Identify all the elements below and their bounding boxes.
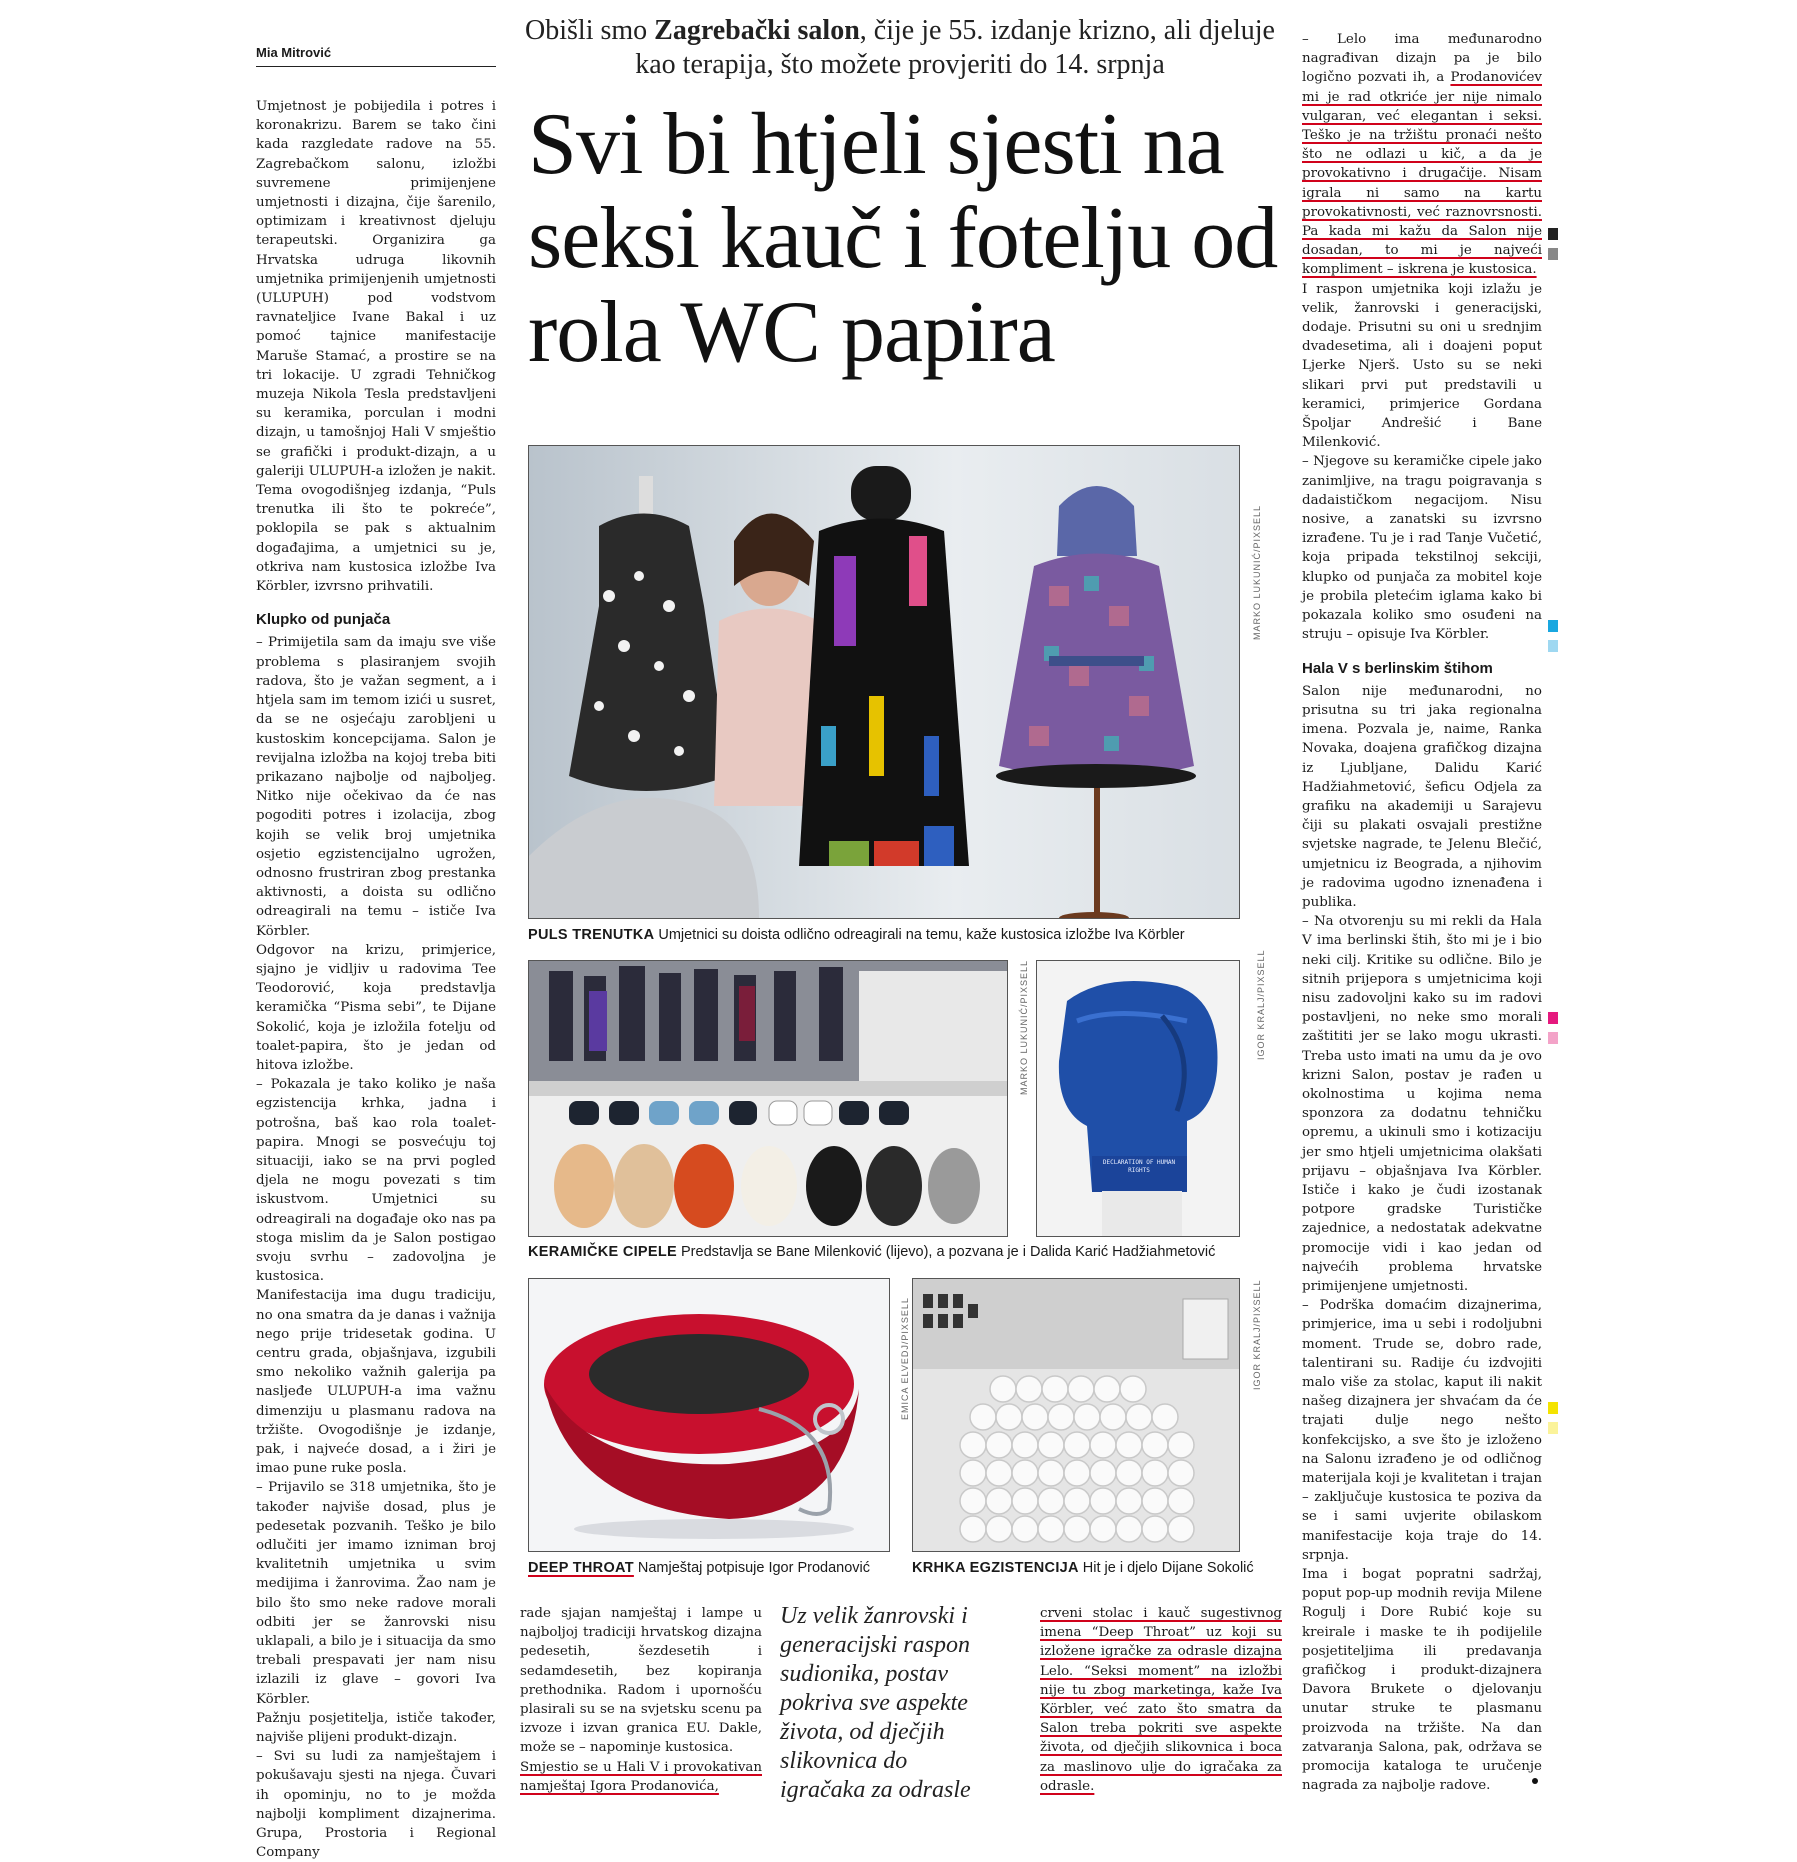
- glove-photo: [1036, 960, 1240, 1237]
- column-1: [256, 97, 496, 1862]
- caption-label: KERAMIČKE CIPELE: [528, 1244, 678, 1260]
- standfirst-text: , čije je 55. izdanje krizno, ali djeluje kao terapija, što možete provjeriti do 14. srpnja: [635, 15, 1275, 80]
- col4-paragraph: – Njegove su keramičke cipele jako zanimljive, na tragu poigravanja s dadaističkom negacijom. Nisu nosive, a zanatski su izvrsno izrađene. Tu je i rad Tanje Vučetić, koja pripada tekstilnoj sekciji, klupko od punjača za mobitel koje je probila pletećim iglama kako bi pokazala koliko smo osuđeni na struju – opisuje Iva Körbler.: [1302, 454, 1542, 643]
- col1-paragraph: – Prijavilo se 318 umjetnika, što je također najviše dosad, plus je pedesetak pozvanih. Teško je bilo odlučiti jer imamo izniman broj kvalitetnih umjetnika u svim medijima i žanrovima. Žao nam je bilo što smo neke radove morali odbiti jer se žanrovski nisu uklapali, a bilo je i situacija da smo trebali prespavati jer nam nisu izlazili iz glave – govori Iva Körbler.: [256, 1480, 496, 1707]
- col4-text: – Lelo ima međunarodno nagrađivan dizajn pa je bilo logično pozvati ih, a: [1302, 32, 1542, 86]
- print-swatch: [1548, 620, 1558, 632]
- col4-paragraph: – Podrška domaćim dizajnerima, primjerice, ima u sebi i rodoljubni moment. Trude se, dobro rade, talentirani su. Radije ću izdvojiti malo više za stolac, kaput ili nakit našeg dizajnera jer shvaćam da će trajati dulje nego nešto konfekcijsko, a sve što je izloženo na Salonu izrađeno je od odličnog materijala koji je kvalitetan i trajan – zaključuje kustosica te poziva da se i sami uvjerite obilaskom manifestacije koja traje do 14. srpnja.: [1302, 1298, 1542, 1563]
- headline: Svi bi htjeli sjesti na seksi kauč i fotelju od rola WC papira: [528, 96, 1278, 381]
- col4-paragraph: – Na otvorenju su mi rekli da Hala V ima berlinski štih, što mi je i bio neki cilj. Kritike su odlične. Bilo je sitnih prijepora s umjetnicima koji nisu zadovoljni kako su im radovi postavljeni, no neke smo morali zaštititi jer se lako mogu ukrasti. Treba usto imati na umu da je ovo krizni Salon, postav je rađen u okolnostima u kojima nema sponzora za dodatnu tehničku opremu, a ukinuli smo i kotizaciju jer smo htjeli umjetnicima olakšati prijavu – objašnjava Iva Körbler. Ističe i kako je čudi izostanak potpore gradske Turističke zajednice, a nedostatak adekvatne promocije vidi i kao jedan od najvećih problema hrvatske primijenjene umjetnosti.: [1302, 914, 1542, 1294]
- caption-label: PULS TRENUTKA: [528, 927, 655, 943]
- col2-underlined-paragraph: Smjestio se u Hali V i provokativan namještaj Igora Prodanovića,: [520, 1759, 762, 1794]
- caption-text: Umjetnici su doista odlično odreagirali na temu, kaže kustosica izložbe Iva Körbler: [658, 927, 1185, 943]
- print-swatch: [1548, 1402, 1558, 1414]
- col4-paragraph: [1302, 30, 1542, 280]
- fashion-exhibit-illustration: [529, 446, 1239, 918]
- standfirst: [520, 14, 1280, 82]
- caption-text: Predstavlja se Bane Milenković (lijevo), a pozvana je i Dalida Karić Hadžiahmetović: [681, 1244, 1216, 1260]
- shoes-photo: [528, 960, 1008, 1237]
- print-swatch: [1548, 1012, 1558, 1024]
- col4-paragraph: Salon nije međunarodni, no prisutna su tri jaka regionalna imena. Pozvala je, naime, Ranka Novaka, doajena grafičkog dizajna iz Ljubljane, Dalidu Karić Hadžiahmetović, šeficu Odjela za grafiku na akademiji u Sarajevu čiji su plakati osvajali prestižne svjetske nagrade, te Jelenu Blečić, umjetnicu iz Beograda, a njihovim je radovima ugodno iznenađena i publika.: [1302, 683, 1542, 910]
- chair-photo-credit: EMICA ELVEDJ/PIXSELL: [900, 1297, 910, 1420]
- col1-paragraph: – Primijetila sam da imaju sve više problema s plasiranjem svojih radova, što je važan segment, a i htjela sam im temom izići u susret, da se ne osjećaju zarobljeni u kustoskim koncepcijama. Salon je revijalna izložba na kojoj treba biti prikazano najbolje od najboljeg. Nitko nije očekivao da će nas pogoditi potres i izolacija, zbog kojih se velik broj umjetnika osjetio egzistencijalno ugrožen, odnosno frustriran zbog prestanka aktivnosti, a doista su odlično odreagirali na temu – ističe Iva Körbler.: [256, 635, 496, 939]
- toilet-paper-armchair-illustration: [913, 1279, 1239, 1551]
- print-swatch: [1548, 1032, 1558, 1044]
- standfirst-bold: Zagrebački salon: [654, 15, 860, 46]
- col4-paragraph: I raspon umjetnika koji izlažu je velik, žanrovski i generacijski, dodaje. Prisutni su oni u srednjim dvadesetima, ali i doajeni poput Ljerke Njerš. Usto su se neki slikari prvi put predstavili u keramici, primjerice Gordana Špoljar Andrešić i Bane Milenković.: [1302, 281, 1542, 451]
- main-photo-caption: [528, 927, 1185, 943]
- boxing-glove-illustration: [1037, 961, 1239, 1236]
- byline: Mia Mitrović: [256, 45, 332, 60]
- standfirst-text: Obišli smo: [525, 15, 655, 46]
- column-2: [520, 1604, 762, 1796]
- pull-quote: Uz velik žanrovski i generacijski raspon sudionika, postav pokriva sve aspekte života, od dječjih slikovnica do igračaka za odrasle: [780, 1603, 971, 1803]
- main-photo: [528, 445, 1240, 919]
- col1-paragraph: Umjetnost je pobijedila i potres i koronakrizu. Barem se tako čini kada razgledate radove na 55. Zagrebačkom salonu, izložbi suvremene primijenjene umjetnosti i dizajna, čije šarenilo, optimizam i kreativnost djeluju terapeutski. Organizira ga Hrvatska udruga likovnih umjetnika primijenjenih umjetnosti (ULUPUH) pod vodstvom ravnateljice Ivane Bakal i uz pomoć tajnice manifestacije Maruše Stamać, a prostire se na tri lokacije. U zgradi Tehničkog muzeja Nikola Tesla predstavljeni su keramika, porculan i modni dizajn, u tamošnjoj Hali V smještio se grafički i produkt-dizajn, a u galeriji ULUPUH-a izložen je nakit. Tema ovogodišnjeg izdanja, “Puls trenutka ili što te pokreće”, poklopila se pak s aktualnim događajima, a umjetnici su je, otkriva nam kustosica izložbe Iva Körbler, izvrsno prihvatili.: [256, 99, 496, 595]
- col1-paragraph: – Pokazala je tako koliko je naša egzistencija krhka, jadna i potrošna, baš kao rola toalet-papira. Mnogi se posvećuju toj situaciji, iako se na prvi pogled djela ne mogu povezati s tim iskustvom. Umjetnici su odreagirali na događaje oko nas pa stoga mislim da je Salon postigao svoju svrhu – zadovoljna je kustosica.: [256, 1077, 496, 1285]
- glove-inscription: DECLARATION OF HUMAN RIGHTS: [1102, 1159, 1176, 1174]
- shoes-photo-credit: MARKO LUKUNIĆ/PIXSELL: [1019, 959, 1029, 1095]
- caption-label: KRHKA EGZISTENCIJA: [912, 1560, 1079, 1576]
- col4-paragraph: Ima i bogat popratni sadržaj, poput pop-up modnih revija Milene Rogulj i Dore Rubić koje su kreirale i maske te ih podijelile posjetiteljima ili predavanja grafičkog i produkt-dizajnera Davora Brukete o djelovanju unutar struke te plasmanu proizvoda na tržište. Na dan zatvaranja Salona, pak, održava se promocija kataloga te uručenje nagrada za najbolje radove.: [1302, 1567, 1542, 1794]
- column-3: [1040, 1604, 1282, 1796]
- caption-text: Hit je i djelo Dijane Sokolić: [1082, 1560, 1254, 1576]
- end-mark: [1532, 1778, 1538, 1784]
- main-photo-credit: MARKO LUKUNIĆ/PIXSELL: [1252, 504, 1262, 640]
- ceramic-shoes-illustration: [529, 961, 1007, 1236]
- col1-paragraph: Odgovor na krizu, primjerice, sjajno je vidljiv u radovima Tee Teodorović, koja predstavlja keramička “Pisma sebi”, te Dijane Sokolić, koja je izložila fotelju od toalet-papira, što je jedan od hitova izložbe.: [256, 942, 496, 1073]
- col4-underlined-text: Prodanovićev mi je rad otkriće jer nije nimalo vulgaran, već elegantan i seksi. Teško je na tržištu pronaći nešto što ne odlazi u kič, a da je provokativno i drugačije. Nisam igrala ni samo na kartu provokativnosti, već raznovrsnosti. Pa kada mi kažu da Salon nije dosadan, to mi je najveći kompliment – iskrena je kustosica.: [1302, 70, 1542, 278]
- shoes-photo-caption: [528, 1244, 1215, 1260]
- column-4: [1302, 30, 1542, 1795]
- print-swatch: [1548, 228, 1558, 240]
- col2-paragraph: rade sjajan namještaj i lampe u najboljoj tradiciji hrvatskog dizajna pedesetih, šezdesetih i sedamdesetih, bez kopiranja prethodnika. Radom i upornošću plasirali su se na svjetsku scenu pa izvoze i izvan granica EU. Dakle, može se – napominje kustosica.: [520, 1606, 762, 1756]
- caption-text: Namještaj potpisuje Igor Prodanović: [637, 1560, 871, 1576]
- col1-paragraph: Pažnju posjetitelja, ističe također, najviše plijeni produkt-dizajn.: [256, 1710, 496, 1746]
- print-swatch: [1548, 640, 1558, 652]
- paper-chair-photo-credit: IGOR KRALJ/PIXSELL: [1252, 1279, 1262, 1390]
- print-swatch: [1548, 248, 1558, 260]
- col3-underlined-paragraph: crveni stolac i kauč sugestivnog imena “Deep Throat” uz koji su izložene igračke za odrasle dizajna Lelo. “Seksi moment” na izložbi nije tu zbog marketinga, kaže Iva Körbler, već zato što smatra da Salon treba pokriti sve aspekte života, od dječjih slikovnica i boca za maslinovo ulje do igračaka za odrasle.: [1040, 1606, 1282, 1794]
- chair-photo: [528, 1278, 890, 1552]
- print-swatch: [1548, 1422, 1558, 1434]
- paper-chair-photo-caption: [912, 1560, 1254, 1576]
- subheading-hala-v: Hala V s berlinskim štihom: [1302, 659, 1493, 677]
- paper-chair-photo: [912, 1278, 1240, 1552]
- glove-photo-credit: IGOR KRALJ/PIXSELL: [1256, 949, 1266, 1060]
- caption-label: DEEP THROAT: [528, 1560, 634, 1576]
- chair-photo-caption: [528, 1560, 870, 1576]
- byline-rule: [256, 66, 496, 67]
- col1-paragraph: – Svi su ludi za namještajem i pokušavaju sjesti na njega. Čuvari ih opominju, no to je možda najbolji kompliment dizajnerima. Grupa, Prostoria i Regional Company: [256, 1749, 496, 1861]
- red-chair-illustration: [529, 1279, 889, 1551]
- col1-paragraph: Manifestacija ima dugu tradiciju, no ona smatra da je danas i važnija nego prije tridesetak godina. U centru grada, objašnjava, izgubili smo nekoliko važnih galerija pa nasljeđe ULUPUH-a ima važnu dimenziju u plasmanu radova na tržište. Ovogodišnje je izdanje, pak, i najveće dosad, a i žiri je imao pune ruke posla.: [256, 1288, 496, 1477]
- subheading-klupko: Klupko od punjača: [256, 611, 391, 629]
